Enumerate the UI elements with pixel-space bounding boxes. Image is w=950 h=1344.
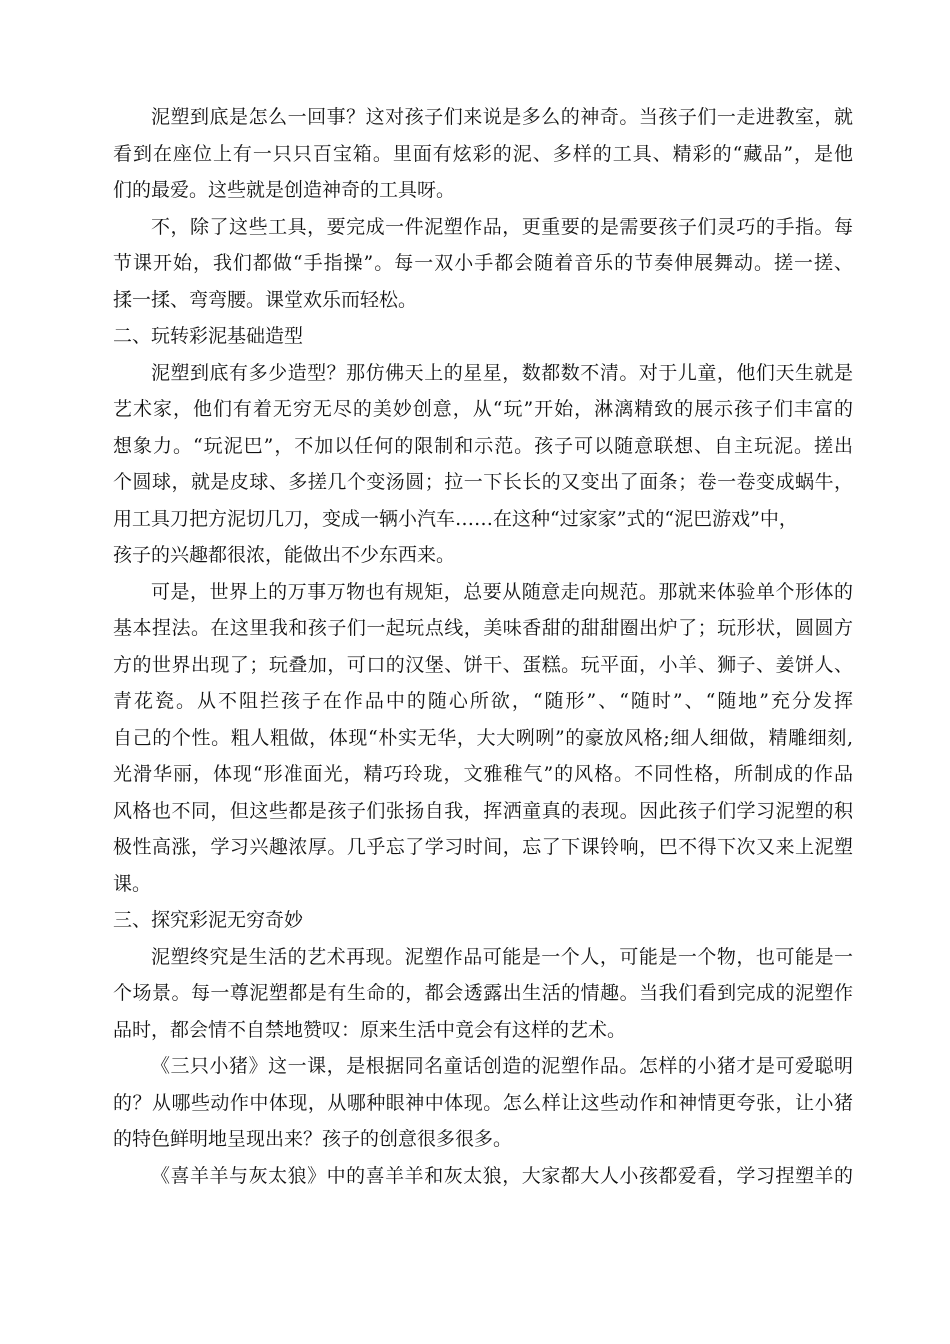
text-line: 节课开始，我们都做“手指操”。每一双小手都会随着音乐的节奏伸展舞动。搓一搓、 bbox=[113, 252, 853, 274]
paragraph bbox=[113, 99, 853, 209]
text-line: 泥塑到底是怎么一回事？这对孩子们来说是多么的神奇。当孩子们一走进教室，就 bbox=[151, 106, 853, 128]
paragraph bbox=[113, 939, 853, 1049]
text-line: 课。 bbox=[113, 872, 152, 895]
text-line: 基本捏法。在这里我和孩子们一起玩点线，美味香甜的甜甜圈出炉了；玩形状，圆圆方 bbox=[113, 617, 853, 639]
text-line: 《喜羊羊与灰太狼》中的喜羊羊和灰太狼，大家都大人小孩都爱看，学习捏塑羊的 bbox=[151, 1164, 853, 1187]
text-line: 的？从哪些动作中体现，从哪种眼神中体现。怎么样让这些动作和神情更夸张，让小猪 bbox=[113, 1091, 853, 1114]
text-line: 泥塑到底有多少造型？那仿佛天上的星星，数都数不清。对于儿童，他们天生就是 bbox=[151, 361, 853, 384]
section-heading: 二、玩转彩泥基础造型 bbox=[113, 325, 304, 347]
paragraph bbox=[113, 574, 853, 903]
text-line: 用工具刀把方泥切几刀，变成一辆小汽车……在这种“过家家”式的“泥巴游戏”中， bbox=[113, 507, 798, 530]
text-line: 孩子的兴趣都很浓，能做出不少东西来。 bbox=[113, 544, 456, 566]
paragraph bbox=[113, 1158, 853, 1195]
paragraph bbox=[113, 209, 853, 319]
text-line: 不，除了这些工具，要完成一件泥塑作品，更重要的是需要孩子们灵巧的手指。每 bbox=[151, 215, 853, 238]
text-line: 泥塑终究是生活的艺术再现。泥塑作品可能是一个人，可能是一个物，也可能是一 bbox=[151, 945, 853, 968]
text-line: 的特色鲜明地呈现出来？孩子的创意很多很多。 bbox=[113, 1128, 513, 1150]
text-line: 《三只小猪》这一课，是根据同名童话创造的泥塑作品。怎样的小猪才是可爱聪明 bbox=[151, 1055, 853, 1077]
text-line: 青花瓷。从不阻拦孩子在作品中的随心所欲，“随形”、“随时”、“随地”充分发挥 bbox=[113, 690, 853, 712]
text-line: 个场景。每一尊泥塑都是有生命的，都会透露出生活的情趣。当我们看到完成的泥塑作 bbox=[113, 982, 853, 1004]
text-line: 揉一揉、弯弯腰。课堂欢乐而轻松。 bbox=[113, 288, 418, 311]
document-body bbox=[113, 99, 853, 1194]
text-line: 看到在座位上有一只只百宝箱。里面有炫彩的泥、多样的工具、精彩的“藏品”，是他 bbox=[113, 142, 853, 165]
text-line: 品时，都会情不自禁地赞叹：原来生活中竟会有这样的艺术。 bbox=[113, 1018, 627, 1041]
paragraph bbox=[113, 1048, 853, 1158]
text-line: 想象力。“玩泥巴”，不加以任何的限制和示范。孩子可以随意联想、自主玩泥。搓出 bbox=[113, 434, 853, 457]
section-heading: 三、探究彩泥无穷奇妙 bbox=[113, 909, 304, 931]
paragraph bbox=[113, 355, 853, 574]
text-line: 自己的个性。粗人粗做，体现“朴实无华，大大咧咧”的豪放风格;细人细做，精雕细刻, bbox=[113, 726, 853, 749]
text-line: 风格也不同，但这些都是孩子们张扬自我，挥洒童真的表现。因此孩子们学习泥塑的积 bbox=[113, 799, 853, 822]
text-line: 们的最爱。这些就是创造神奇的工具呀。 bbox=[113, 179, 456, 201]
text-line: 艺术家，他们有着无穷无尽的美妙创意，从“玩”开始，淋漓精致的展示孩子们丰富的 bbox=[113, 398, 853, 420]
text-line: 个圆球，就是皮球、多搓几个变汤圆；拉一下长长的又变出了面条；卷一卷变成蜗牛， bbox=[113, 471, 853, 493]
text-line: 极性高涨，学习兴趣浓厚。几乎忘了学习时间，忘了下课铃响，巴不得下次又来上泥塑 bbox=[113, 836, 853, 858]
text-line: 方的世界出现了；玩叠加，可口的汉堡、饼干、蛋糕。玩平面，小羊、狮子、姜饼人、 bbox=[113, 653, 853, 676]
text-line: 光滑华丽，体现“形准面光，精巧玲珑，文雅稚气”的风格。不同性格，所制成的作品 bbox=[113, 763, 853, 785]
text-line: 可是，世界上的万事万物也有规矩，总要从随意走向规范。那就来体验单个形体的 bbox=[151, 580, 853, 603]
